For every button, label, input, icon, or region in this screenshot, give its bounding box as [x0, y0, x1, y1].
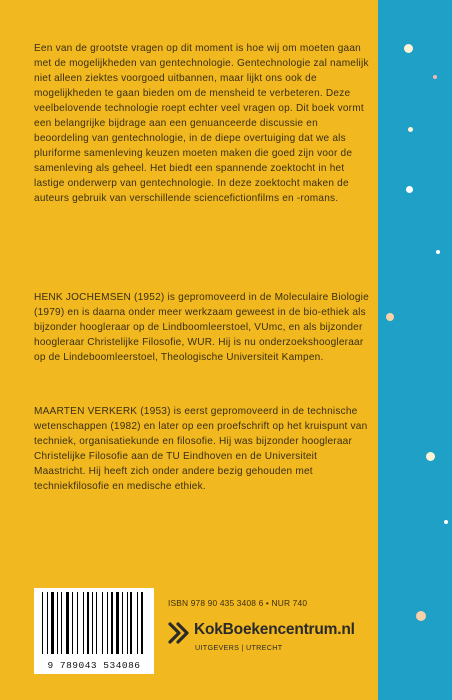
- barcode-stripe: [72, 592, 73, 654]
- decorative-dot: [436, 250, 440, 254]
- barcode-stripe: [47, 592, 48, 654]
- barcode-stripe: [111, 592, 113, 654]
- barcode-stripe: [74, 592, 76, 654]
- decorative-dot: [416, 611, 426, 621]
- barcode-stripe: [42, 592, 43, 654]
- barcode-stripe: [102, 592, 103, 654]
- barcode-stripe: [90, 592, 91, 654]
- decorative-dot: [444, 520, 448, 524]
- barcode-stripe: [133, 592, 136, 654]
- decorative-dot: [433, 75, 437, 79]
- barcode-stripe: [57, 592, 59, 654]
- publisher-subtitle: UITGEVERS | UTRECHT: [195, 643, 283, 652]
- barcode-stripe: [70, 592, 71, 654]
- barcode-stripe: [124, 592, 126, 654]
- barcode-stripe: [98, 592, 101, 654]
- barcode-stripe: [107, 592, 108, 654]
- barcode-stripe: [141, 592, 143, 654]
- barcode-stripe: [66, 592, 69, 654]
- barcode-stripe: [144, 592, 145, 654]
- barcode-bars: [42, 592, 146, 654]
- barcode-stripe: [92, 592, 94, 654]
- isbn-line: ISBN 978 90 435 3408 6 • NUR 740: [168, 598, 308, 608]
- barcode-stripe: [59, 592, 60, 654]
- barcode-stripe: [104, 592, 106, 654]
- decorative-dot: [426, 452, 435, 461]
- author-bio-jochemsen: HENK JOCHEMSEN (1952) is gepromoveerd in de Moleculaire Biologie (1979) en is daarna onder meer werkzaam geweest in de bio-ethiek als bijzonder hoogleraar op de Lindboomleerstoel, VUmc, en als bijzonder hoogleraar Christelijke Filosofie, WUR. Hij is nu onderzoekshoogleraar op de Lindeboomleerstoel, Theologische Universiteit Kampen.: [34, 292, 369, 363]
- publisher-name: KokBoekencentrum.nl: [194, 621, 355, 638]
- barcode-stripe: [79, 592, 82, 654]
- barcode-stripe: [109, 592, 110, 654]
- barcode-number: 9 789043 534086: [47, 660, 141, 671]
- barcode-stripe: [51, 592, 54, 654]
- barcode-stripe: [94, 592, 95, 654]
- barcode-icon: [34, 588, 154, 674]
- barcode-stripe: [114, 592, 115, 654]
- barcode-stripe: [127, 592, 128, 654]
- barcode-stripe: [139, 592, 140, 654]
- barcode-stripe: [96, 592, 97, 654]
- barcode-stripe: [44, 592, 46, 654]
- barcode-stripe: [55, 592, 56, 654]
- barcode-stripe: [122, 592, 123, 654]
- author-bio-verkerk: MAARTEN VERKERK (1953) is eerst gepromoveerd in de technische wetenschappen (1982) en later op een proefschrift op het kruispunt van techniek, organisatiekunde en filosofie. Hij was bijzonder hoogleraar Christelijke Filosofie aan de TU Eindhoven en de Universiteit Maastricht. Hij heeft zich onder andere bezig gehouden met techniekfilosofie en medische ethiek.: [34, 406, 368, 492]
- barcode-stripe: [61, 592, 62, 654]
- barcode-stripe: [83, 592, 84, 654]
- barcode-stripe: [87, 592, 89, 654]
- barcode-stripe: [130, 592, 132, 654]
- decorative-dot: [408, 127, 413, 132]
- barcode-stripe: [116, 592, 119, 654]
- blurb-paragraph: Een van de grootste vragen op dit moment is hoe wij om moeten gaan met de mogelijkheden van gentechnologie. Gentechnologie zal namelijk niet alleen ziektes voorgoed uitbannen, maar lijkt ons ook de mogelijkheden te gaan bieden om de mensheid te verbeteren. Deze veelbelovende technologie roept echter veel vragen op. Dit boek vormt een belangrijke bijdrage aan een genuanceerde discussie en beoordeling van gentechnologie, in de diepe overtuiging dat we als pluriforme samenleving keuzen moeten maken die goed zijn voor de samenleving als geheel. Het biedt een spannende zoektocht in het lastige onderwerp van gentechnologie. In deze zoektocht maken de auteurs gebruik van verschillende sciencefictionfilms en -romans.: [34, 43, 369, 204]
- decorative-dot: [406, 186, 413, 193]
- publisher-logo: [168, 620, 378, 660]
- barcode-stripe: [63, 592, 65, 654]
- decorative-dot: [386, 313, 394, 321]
- decorative-blue-band: [378, 0, 452, 700]
- barcode-stripe: [137, 592, 138, 654]
- decorative-dot: [404, 44, 413, 53]
- publisher-logo-icon: [168, 620, 190, 646]
- barcode-stripe: [128, 592, 129, 654]
- barcode-stripe: [120, 592, 121, 654]
- barcode-stripe: [85, 592, 86, 654]
- barcode-stripe: [77, 592, 78, 654]
- barcode-stripe: [49, 592, 50, 654]
